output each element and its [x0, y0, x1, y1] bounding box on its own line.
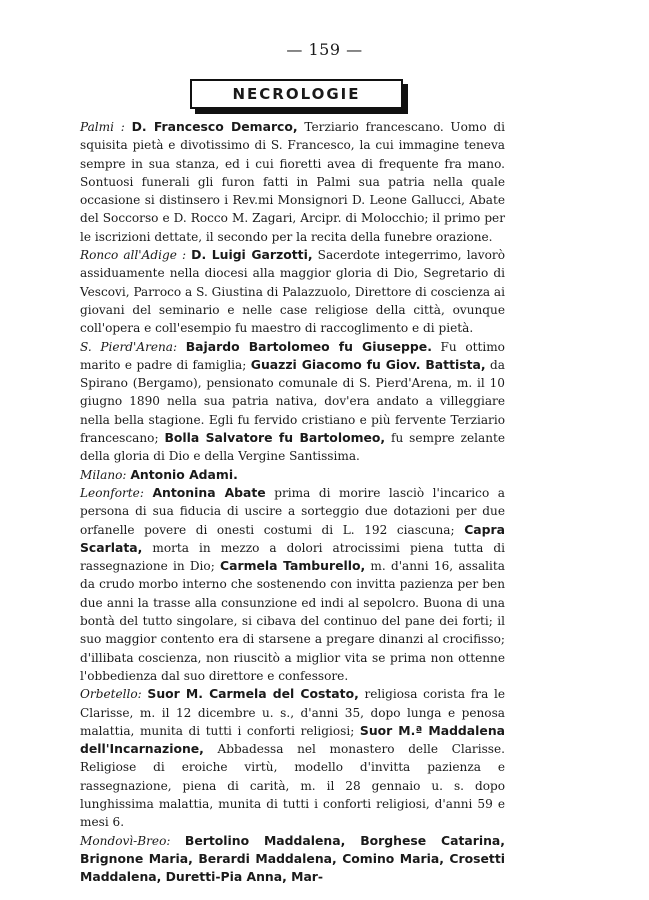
- section-title-box: [190, 79, 403, 109]
- entry-name: Bolla Salvatore fu Bartolomeo,: [164, 430, 386, 446]
- entry-milano: [80, 466, 505, 484]
- entry-name: Suor M. Carmela del Costato,: [147, 686, 359, 702]
- entry-name: D. Francesco Demarco,: [131, 119, 298, 134]
- entry-text: Fu ottimo marito e padre di famiglia;: [80, 339, 505, 372]
- entry-ronco: [80, 246, 505, 337]
- entry-text: Abbadessa nel monastero delle Clarisse. Religiose di eroiche virtù, modello d'invitta pazienza e rassegnazione, piena di carità, m. il 28 gennaio u. s. dopo lunghissima malattia, munita di tutti i conforti religiosi, d'anni 59 e mesi 6.: [80, 742, 505, 830]
- entry-place: Palmi :: [80, 120, 125, 134]
- entry-name: Antonina Abate: [152, 484, 266, 500]
- entry-mondovi: [80, 832, 505, 887]
- necrology-body: [80, 118, 505, 886]
- entry-name: Guazzi Giacomo fu Giov. Battista,: [250, 356, 486, 372]
- entry-text: prima di morire lasciò l'incarico a persona di sua fiducia di uscire a sorteggio due dotazioni per due orfanelle povere di onesti costumi di L. 192 ciascuna;: [80, 485, 505, 537]
- entry-text: morta in mezzo a dolori atrocissimi piena tutta di rassegnazione in Dio;: [80, 540, 505, 574]
- entry-name: Carmela Tamburello,: [220, 558, 366, 574]
- entry-name: Bajardo Bartolomeo fu Giuseppe.: [185, 338, 432, 354]
- entry-place: S. Pierd'Arena:: [80, 339, 178, 354]
- entry-leonforte: [80, 484, 505, 685]
- entry-text: Sacerdote integerrimo, lavorò assiduamente nella diocesi alla maggior gloria di Dio, Segretario di Vescovi, Parroco a S. Giustina di Palazzuolo, Direttore di coscienza ai giovani del seminario e nelle case religiose della città, ovunque coll'opera e coll'esempio fu maestro di raccoglimento e di pietà.: [80, 248, 505, 336]
- entry-text: religiosa corista fra le Clarisse, m. il 12 dicembre u. s., d'anni 35, dopo lunga e penosa malattia, munita di tutti i conforti religiosi;: [80, 687, 505, 738]
- entry-place: Leonforte:: [80, 485, 144, 500]
- entry-place: Mondovì-Breo:: [80, 833, 171, 848]
- entry-place: Orbetello:: [80, 687, 142, 702]
- entry-text: Terziario francescano. Uomo di squisita pietà e divotissimo di S. Francesco, la cui immagine teneva sempre in sua stanza, ed i cui fioretti avea di frequente fra mano. Sontuosi funerali gli furon fatti in Palmi sua patria nella quale occasione si distinsero i Rev.mi Monsignori D. Leone Gallucci, Abate del Soccorso e D. Rocco M. Zagari, Arcipr. di Molocchio; il primo per le iscrizioni dettate, il secondo per la recita della funebre orazione.: [80, 120, 506, 244]
- entry-pierdarena: [80, 338, 505, 466]
- section-title: NECROLOGIE: [232, 85, 361, 103]
- entry-name: D. Luigi Garzotti,: [191, 247, 313, 263]
- entry-orbetello: [80, 685, 505, 831]
- entry-name: Capra Scarlata,: [80, 521, 505, 555]
- entry-palmi: [80, 118, 505, 246]
- entry-text: fu sempre zelante della gloria di Dio e della Vergine Santissima.: [80, 431, 505, 464]
- entry-text: da Spirano (Bergamo), pensionato comunale di S. Pierd'Arena, m. il 10 giugno 1890 nella sua patria nativa, dov'era andato a villeggiare nella bella stagione. Egli fu fervido cristiano e più fervente Terziario francescano;: [80, 357, 505, 446]
- entry-name: Suor M.ª Maddalena dell'Incarnazione,: [80, 722, 505, 757]
- page-number: — 159 —: [286, 40, 363, 59]
- entry-text: m. d'anni 16, assalita da crudo morbo interno che sostenendo con invitta pazienza per ben due anni la trasse alla consunzione ed indi al sepolcro. Buona di una bontà del tutto singolare, si cibava del continuo del pane dei forti; il suo maggior contento era di starsene a pregare dinanzi al crocifisso; d'illibata coscienza, non riuscitò a miglior vita se prima non ottenne l'obbedienza dal suo direttore e confessore.: [80, 559, 505, 683]
- entry-place: Milano:: [80, 467, 127, 482]
- entry-name: Bertolino Maddalena, Borghese Catarina, Brignone Maria, Berardi Maddalena, Comino Maria, Crosetti Maddalena, Duretti-Pia Anna, Mar-: [80, 832, 505, 885]
- entry-name: Antonio Adami.: [130, 466, 238, 482]
- entry-place: Ronco all'Adige :: [80, 248, 187, 263]
